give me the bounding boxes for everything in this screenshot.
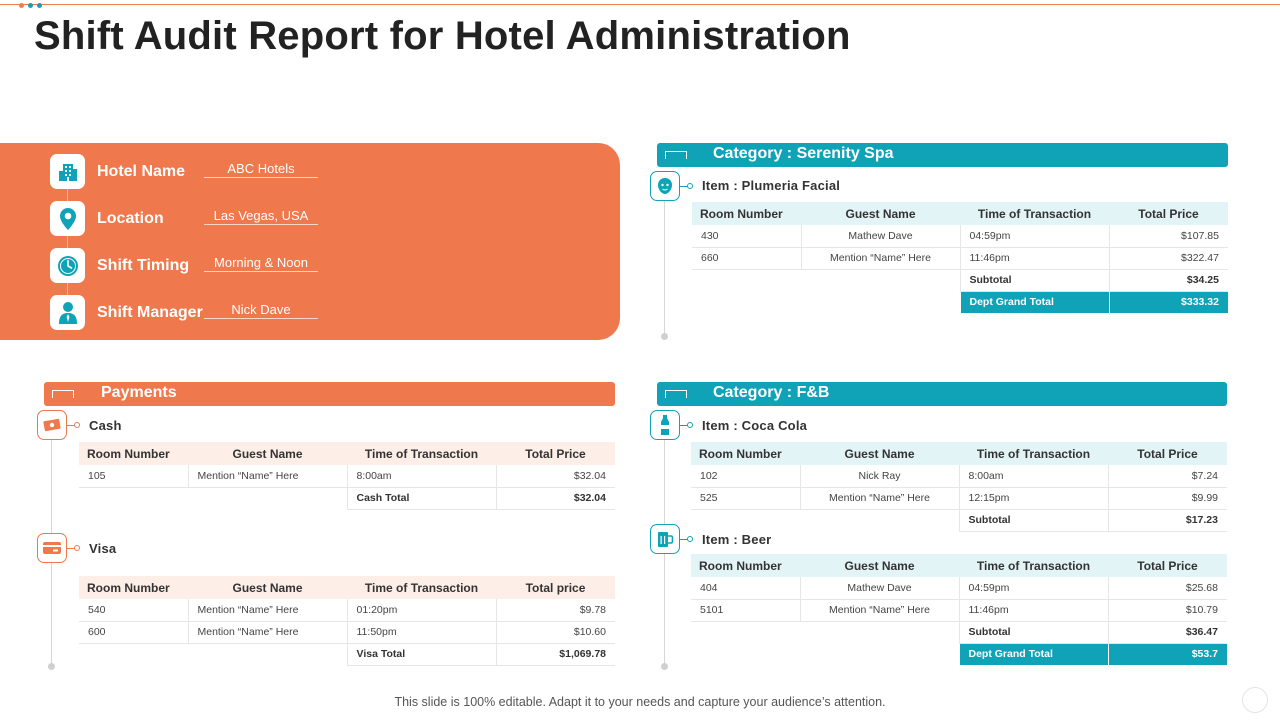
total-label-cell: Visa Total: [347, 643, 496, 665]
column-header: Total Price: [1108, 554, 1227, 577]
credit-card-icon: [37, 533, 67, 563]
info-label: Location: [97, 210, 164, 227]
column-header: Guest Name: [801, 202, 960, 225]
table-row: [692, 225, 1228, 247]
table-row: [79, 465, 615, 487]
room-number-cell: 105: [79, 465, 188, 487]
cash-icon: [37, 410, 67, 440]
spa-item-label: Item : Plumeria Facial: [702, 178, 841, 193]
column-header: Guest Name: [188, 576, 347, 599]
header-bracket: [52, 390, 74, 398]
guest-name-cell: Mention “Name” Here: [800, 487, 959, 509]
info-row-shift-manager: [50, 295, 330, 331]
room-number-cell: 5101: [691, 599, 800, 621]
empty-cell: [801, 291, 960, 313]
time-cell: 04:59pm: [960, 225, 1109, 247]
table-row: [692, 247, 1228, 269]
price-cell: $9.99: [1108, 487, 1227, 509]
top-dot: [19, 3, 24, 8]
spa-icon: [650, 171, 680, 201]
info-label: Hotel Name: [97, 163, 186, 180]
column-header: Room Number: [691, 442, 800, 465]
total-value-cell: $32.04: [496, 487, 615, 509]
beer-connector-dot: [687, 536, 693, 542]
table-header-row: [79, 442, 615, 465]
time-cell: 11:46pm: [959, 599, 1108, 621]
table-row: [79, 599, 615, 621]
subtotal-value-cell: $34.25: [1109, 269, 1228, 291]
empty-cell: [692, 269, 801, 291]
beer-mug-icon: [650, 524, 680, 554]
time-cell: 8:00am: [347, 465, 496, 487]
time-cell: 01:20pm: [347, 599, 496, 621]
column-header: Guest Name: [800, 442, 959, 465]
price-cell: $107.85: [1109, 225, 1228, 247]
coke-connector-dot: [687, 422, 693, 428]
table-subtotal-row: [691, 509, 1227, 531]
price-cell: $322.47: [1109, 247, 1228, 269]
column-header: Time of Transaction: [347, 576, 496, 599]
column-header: Time of Transaction: [960, 202, 1109, 225]
empty-cell: [188, 487, 347, 509]
guest-name-cell: Nick Ray: [800, 465, 959, 487]
info-value[interactable]: Nick Dave: [204, 302, 318, 319]
guest-name-cell: Mention “Name” Here: [801, 247, 960, 269]
subtotal-label-cell: Subtotal: [959, 621, 1108, 643]
info-row-hotel-name: [50, 154, 330, 190]
column-header: Room Number: [79, 442, 188, 465]
empty-cell: [79, 643, 188, 665]
timeline-end-dot: [661, 663, 668, 670]
visa-connector-dot: [74, 545, 80, 551]
column-header: Total Price: [1108, 442, 1227, 465]
header-bracket: [665, 390, 687, 398]
table-total-row: [79, 487, 615, 509]
spa-header: [657, 143, 1228, 167]
cash-label: Cash: [89, 418, 122, 433]
header-bracket: [665, 151, 687, 159]
footer-note: This slide is 100% editable. Adapt it to your needs and capture your audience’s attention.: [394, 695, 886, 709]
table-row: [691, 577, 1227, 599]
column-header: Time of Transaction: [347, 442, 496, 465]
timeline-end-dot: [48, 663, 55, 670]
subtotal-label-cell: Subtotal: [959, 509, 1108, 531]
room-number-cell: 600: [79, 621, 188, 643]
hotel-info-card: [0, 143, 620, 340]
column-header: Total price: [496, 576, 615, 599]
price-cell: $10.60: [496, 621, 615, 643]
info-label: Shift Manager: [97, 304, 203, 321]
top-rule: [0, 4, 1280, 5]
room-number-cell: 660: [692, 247, 801, 269]
top-dot: [37, 3, 42, 8]
payments-title: Payments: [101, 384, 177, 401]
page-title: Shift Audit Report for Hotel Administration: [34, 14, 851, 58]
guest-name-cell: Mathew Dave: [801, 225, 960, 247]
fnb-header: [657, 382, 1227, 406]
table-row: [691, 465, 1227, 487]
guest-name-cell: Mention “Name” Here: [188, 599, 347, 621]
empty-cell: [691, 509, 800, 531]
spa-table: [692, 202, 1228, 314]
grand-total-value-cell: $333.32: [1109, 291, 1228, 313]
info-value[interactable]: ABC Hotels: [204, 161, 318, 178]
time-cell: 12:15pm: [959, 487, 1108, 509]
table-header-row: [79, 576, 615, 599]
user-icon: [50, 295, 85, 330]
total-label-cell: Cash Total: [347, 487, 496, 509]
guest-name-cell: Mention “Name” Here: [188, 621, 347, 643]
info-row-location: [50, 201, 330, 237]
price-cell: $10.79: [1108, 599, 1227, 621]
room-number-cell: 525: [691, 487, 800, 509]
guest-name-cell: Mention “Name” Here: [188, 465, 347, 487]
empty-cell: [79, 487, 188, 509]
beer-table: [691, 554, 1227, 666]
spa-title: Category : Serenity Spa: [713, 145, 894, 162]
fnb-title: Category : F&B: [713, 384, 830, 401]
subtotal-value-cell: $36.47: [1108, 621, 1227, 643]
empty-cell: [800, 509, 959, 531]
table-grand-total-row: [692, 291, 1228, 313]
building-icon: [50, 154, 85, 189]
time-cell: 11:46pm: [960, 247, 1109, 269]
empty-cell: [801, 269, 960, 291]
column-header: Guest Name: [800, 554, 959, 577]
empty-cell: [691, 643, 800, 665]
room-number-cell: 540: [79, 599, 188, 621]
info-row-shift-timing: [50, 248, 330, 284]
table-header-row: [691, 554, 1227, 577]
column-header: Room Number: [692, 202, 801, 225]
info-label: Shift Timing: [97, 257, 190, 274]
table-row: [691, 599, 1227, 621]
clock-icon: [50, 248, 85, 283]
visa-table: [79, 576, 615, 666]
bottle-icon: [650, 410, 680, 440]
time-cell: 11:50pm: [347, 621, 496, 643]
cash-connector-dot: [74, 422, 80, 428]
empty-cell: [692, 291, 801, 313]
guest-name-cell: Mention “Name” Here: [800, 599, 959, 621]
guest-name-cell: Mathew Dave: [800, 577, 959, 599]
empty-cell: [800, 643, 959, 665]
map-pin-icon: [50, 201, 85, 236]
subtotal-value-cell: $17.23: [1108, 509, 1227, 531]
cash-table: [79, 442, 615, 510]
column-header: Time of Transaction: [959, 442, 1108, 465]
spa-timeline: [664, 200, 665, 335]
timeline-end-dot: [661, 333, 668, 340]
empty-cell: [691, 621, 800, 643]
column-header: Room Number: [691, 554, 800, 577]
info-value[interactable]: Las Vegas, USA: [204, 208, 318, 225]
column-header: Total Price: [496, 442, 615, 465]
coke-table: [691, 442, 1227, 532]
room-number-cell: 102: [691, 465, 800, 487]
subtotal-label-cell: Subtotal: [960, 269, 1109, 291]
empty-cell: [188, 643, 347, 665]
top-dot: [28, 3, 33, 8]
column-header: Total Price: [1109, 202, 1228, 225]
table-row: [79, 621, 615, 643]
column-header: Guest Name: [188, 442, 347, 465]
table-row: [691, 487, 1227, 509]
table-header-row: [691, 442, 1227, 465]
grand-total-value-cell: $53.7: [1108, 643, 1227, 665]
table-total-row: [79, 643, 615, 665]
price-cell: $7.24: [1108, 465, 1227, 487]
room-number-cell: 430: [692, 225, 801, 247]
coke-item-label: Item : Coca Cola: [702, 418, 808, 433]
empty-cell: [800, 621, 959, 643]
grand-total-label-cell: Dept Grand Total: [959, 643, 1108, 665]
info-value[interactable]: Morning & Noon: [204, 255, 318, 272]
grand-total-label-cell: Dept Grand Total: [960, 291, 1109, 313]
price-cell: $25.68: [1108, 577, 1227, 599]
room-number-cell: 404: [691, 577, 800, 599]
corner-circle: [1242, 687, 1268, 713]
table-grand-total-row: [691, 643, 1227, 665]
table-subtotal-row: [691, 621, 1227, 643]
payments-header: [44, 382, 615, 406]
spa-connector-dot: [687, 183, 693, 189]
price-cell: $9.78: [496, 599, 615, 621]
time-cell: 8:00am: [959, 465, 1108, 487]
column-header: Time of Transaction: [959, 554, 1108, 577]
column-header: Room Number: [79, 576, 188, 599]
visa-label: Visa: [89, 541, 117, 556]
total-value-cell: $1,069.78: [496, 643, 615, 665]
time-cell: 04:59pm: [959, 577, 1108, 599]
price-cell: $32.04: [496, 465, 615, 487]
table-header-row: [692, 202, 1228, 225]
beer-item-label: Item : Beer: [702, 532, 772, 547]
table-subtotal-row: [692, 269, 1228, 291]
